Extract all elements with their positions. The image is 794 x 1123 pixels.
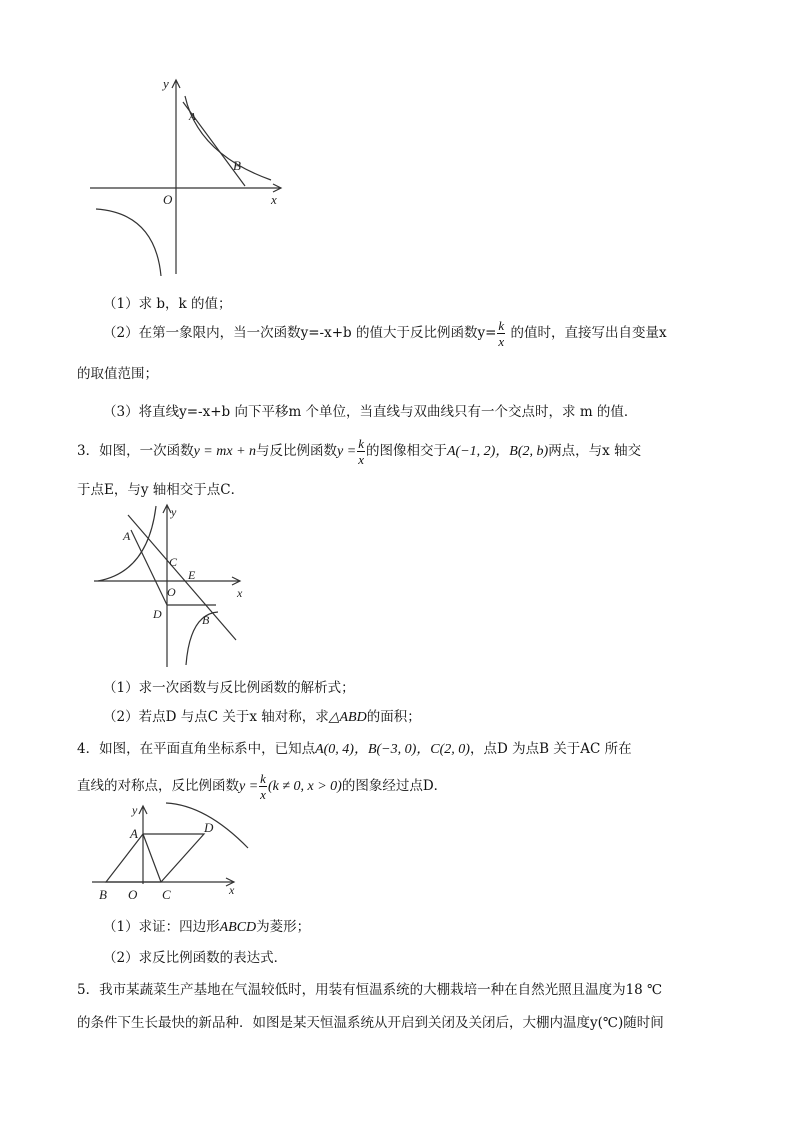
p4-question-1 xyxy=(103,915,310,936)
problem-3-line-2: 于点E，与y 轴相交于点C． xyxy=(77,482,245,498)
p4-question-1-abcd: ABCD xyxy=(219,920,257,935)
problem-4-text-b: ，点D 为点B 关于AC 所在 xyxy=(469,741,632,757)
fraction-numerator: k xyxy=(260,771,266,786)
figure-3-label-x: x xyxy=(229,883,235,897)
problem-3-text-a: 3．如图，一次函数 xyxy=(77,443,194,459)
problem-3-fraction xyxy=(357,437,365,466)
p2-question-2-text-a: （2）在第一象限内，当一次函数y=-x+b 的值大于反比例函数y= xyxy=(103,325,497,341)
p3-question-2-text-b: 的面积； xyxy=(366,709,421,725)
figure-3-label-d: D xyxy=(204,820,214,835)
figure-2-hyperbola-line xyxy=(90,500,250,670)
fraction-denominator: x xyxy=(260,787,266,802)
figure-3-label-c: C xyxy=(162,887,171,902)
problem-3-text-c: 的图像相交于 xyxy=(365,443,447,459)
figure-2-label-e: E xyxy=(188,568,196,582)
fraction-denominator: x xyxy=(358,452,364,467)
figure-2-label-c: C xyxy=(169,555,178,569)
figure-3-label-o: O xyxy=(128,887,138,902)
problem-4-condition: (k ≠ 0, x > 0) xyxy=(267,779,342,794)
fraction-numerator: k xyxy=(498,318,505,333)
problem-4-line-1 xyxy=(77,737,632,758)
figure-3-rhombus xyxy=(88,800,250,904)
problem-4-text-c: 直线的对称点，反比例函数 xyxy=(77,778,239,794)
p3-question-2-triangle: △ABD xyxy=(328,710,367,725)
problem-4-text-a: 4．如图，在平面直角坐标系中，已知点 xyxy=(77,741,316,757)
p2-question-1: （1）求 b，k 的值； xyxy=(103,296,232,312)
figure-2-label-x: x xyxy=(237,586,243,600)
problem-3-equation: y = mx + n xyxy=(193,444,257,459)
figure-1-label-x: x xyxy=(271,192,277,207)
figure-3-label-a: A xyxy=(130,826,138,841)
p3-question-1: （1）求一次函数与反比例函数的解析式； xyxy=(103,680,355,696)
fraction-numerator: k xyxy=(358,436,364,451)
figure-1-hyperbola-line xyxy=(85,72,290,277)
figure-2-label-d: D xyxy=(153,607,162,621)
problem-4-fraction xyxy=(259,772,267,801)
p2-question-2-fraction xyxy=(497,319,505,348)
problem-3-points: A(−1, 2)，B(2, b) xyxy=(446,444,549,459)
fraction-denominator: x xyxy=(498,334,505,349)
figure-2-label-o: O xyxy=(167,585,176,599)
figure-1-label-b: B xyxy=(233,158,241,173)
p2-question-3: （3）将直线y=-x+b 向下平移m 个单位，当直线与双曲线只有一个交点时，求 m 的值． xyxy=(103,404,638,420)
problem-4-text-d: 的图象经过点D． xyxy=(341,778,448,794)
problem-3-text-d: 两点，与x 轴交 xyxy=(548,443,642,459)
figure-2-label-b: B xyxy=(202,613,210,627)
problem-4-points: A(0, 4)，B(−3, 0)，C(2, 0) xyxy=(315,742,470,757)
figure-2-label-y: y xyxy=(171,505,177,519)
p4-question-1-text-a: （1）求证：四边形 xyxy=(103,919,220,935)
problem-3-y-equals: y = xyxy=(337,444,357,459)
p4-question-2: （2）求反比例函数的表达式． xyxy=(103,950,288,966)
figure-1-label-a: A xyxy=(189,111,196,123)
figure-2-label-a: A xyxy=(123,529,131,543)
problem-4-y-equals: y = xyxy=(239,779,259,794)
figure-1-label-y: y xyxy=(163,76,169,91)
p2-question-2-text-b: 的值时，直接写出自变量x xyxy=(510,325,667,341)
problem-5-line-1: 5．我市某蔬菜生产基地在气温较低时，用装有恒温系统的大棚栽培一种在自然光照且温度为18 ℃ xyxy=(77,982,663,998)
p3-question-2 xyxy=(103,705,421,726)
p2-question-2 xyxy=(103,319,667,348)
p3-question-2-text-a: （2）若点D 与点C 关于x 轴对称，求 xyxy=(103,709,329,725)
problem-3-text-b: 与反比例函数 xyxy=(256,443,338,459)
figure-3-label-b: B xyxy=(99,887,107,902)
problem-5-line-2: 的条件下生长最快的新品种．如图是某天恒温系统从开启到关闭及关闭后，大棚内温度y(℃)随时间 xyxy=(77,1015,664,1031)
p4-question-1-text-b: 为菱形； xyxy=(256,919,311,935)
figure-3-label-y: y xyxy=(132,803,138,817)
problem-3-line-1 xyxy=(77,437,641,466)
figure-1-label-o: O xyxy=(163,192,173,207)
problem-4-line-2 xyxy=(77,772,447,801)
p2-question-2-continued: 的取值范围； xyxy=(77,366,158,382)
